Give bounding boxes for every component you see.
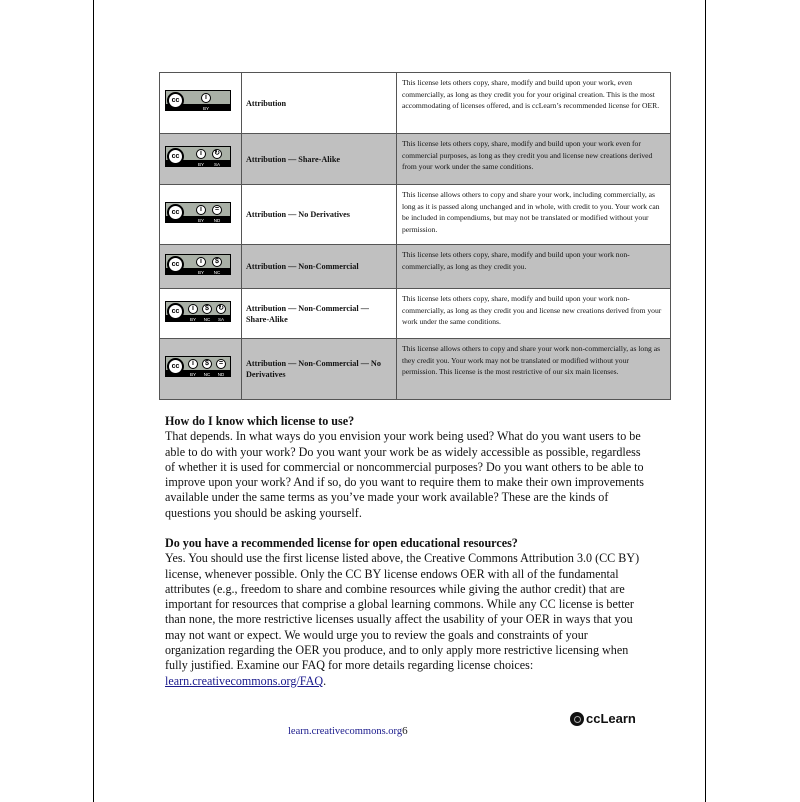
license-icon-cell [160,289,242,339]
nd-icon: = [216,359,226,369]
license-icon-cell [160,245,242,289]
badge-label: BY [202,106,209,111]
badge-label: BY [197,269,204,275]
license-name: Attribution — Non-Commercial [242,245,397,289]
badge-label: ND [217,372,225,377]
section-heading: How do I know which license to use? [165,414,355,428]
cc-license-badge-icon [165,90,231,111]
license-icon-cell [160,73,242,134]
sa-icon: ↻ [212,149,222,159]
license-description: This license lets others copy, share, modify and build upon your work even for commercial purposes, as long as they credit you and license new creations derived from your work under the same conditions. [397,134,671,185]
nc-icon: $ [212,257,222,267]
license-name: Attribution — No Derivatives [242,185,397,245]
badge-label: BY [197,217,204,223]
badge-label: BY [189,372,196,377]
license-description: This license lets others copy, share, modify and build upon your work non-commercially, as long as they credit you. [397,245,671,289]
faq-link[interactable]: learn.creativecommons.org/FAQ [165,673,324,688]
cclearn-logo-icon [570,712,584,726]
cc-license-badge-icon [165,254,231,275]
cc-logo-icon: cc [167,92,184,109]
cc-logo-icon: cc [167,204,184,221]
license-name: Attribution [242,73,397,134]
badge-label: NC [203,316,211,322]
license-name: Attribution — Share-Alike [242,134,397,185]
badge-label: BY [189,316,196,322]
sa-icon: ↻ [216,304,226,314]
badge-label: SA [217,316,224,322]
footer [288,725,408,737]
license-row [160,289,671,339]
license-row [160,245,671,289]
cc-license-badge-icon [165,356,231,377]
page-number: 6 [402,725,408,737]
license-name: Attribution — Non-Commercial — No Derivatives [242,339,397,400]
by-icon: i [196,149,206,159]
license-description: This license lets others copy, share, modify and build upon your work, even commercially, as long as they credit you for your original creation. This is the most accommodating of licenses offered, and is ccLearn’s recommended license for OER. [397,73,671,134]
license-row [160,134,671,185]
by-icon: i [201,93,211,103]
license-row [160,73,671,134]
license-icon-cell [160,134,242,185]
cc-logo-icon: cc [167,303,184,320]
badge-label: SA [213,162,220,167]
by-icon: i [196,205,206,215]
nc-icon: $ [202,359,212,369]
nc-icon: $ [202,304,212,314]
badge-label: NC [213,269,221,275]
license-row [160,339,671,400]
by-icon: i [196,257,206,267]
footer-site-link[interactable]: learn.creativecommons.org [288,726,403,737]
badge-label: BY [197,162,204,167]
nd-icon: = [212,205,222,215]
section-body: Yes. You should use the first license listed above, the Creative Commons Attribution 3.0 (CC BY) license, whenever possible. Only the CC BY license endows OER with all of the fundamental attributes (e.g., freedom to share and combine resources while giving the author credit) that are important for resources that comprise a global learning commons. While any CC license is better than none, the more restrictive licenses usually affect the usability of your OER in ways that you may not want or expect. We would urge you to review the goals and constraints of your organization regarding the OER you produce, and to only apply more restrictive licensing when fully justified. Examine our FAQ for more details regarding license choices: learn.creativecommons.org/FAQ. [165,551,640,688]
license-icon-cell [160,339,242,400]
cc-logo-icon: cc [167,148,184,165]
badge-label: ND [213,217,221,223]
license-description: This license allows others to copy and share your work, including commercially, as long as it is passed along unchanged and in whole, with credit to you. Your work can be included in compendiums, but may not be translated or modified without your permission. [397,185,671,245]
by-icon: i [188,304,198,314]
section-body: That depends. In what ways do you envision your work being used? What do you want users to be able to do with your work? Do you want your work be as widely accessible as possible, regardless of whether it is used for commercial or noncommercial purposes? Do you want others to be able to improve upon your work? And if so, do you want to require them to make their own improvements available under the same terms as you’ve made your work available? These are the kinds of questions you should be asking yourself. [165,429,644,520]
section-recommended-license [165,536,645,689]
cc-license-badge-icon [165,146,231,167]
license-description: This license lets others copy, share, modify and build upon your work non-commercially, as long as they credit you and license new creations derived from your work under the same conditions. [397,289,671,339]
cc-license-badge-icon [165,202,231,223]
cc-logo-icon: cc [167,256,184,273]
section-heading: Do you have a recommended license for open educational resources? [165,536,518,550]
license-description: This license allows others to copy and share your work non-commercially, as long as they credit you. Your work may not be translated or modified without your permission. This license is the most restrictive of our six main licenses. [397,339,671,400]
cc-license-badge-icon [165,301,231,322]
badge-label: NC [203,372,211,377]
cc-logo-icon: cc [167,358,184,375]
section-which-license [165,414,645,521]
by-icon: i [188,359,198,369]
logo-text: ccLearn [586,711,636,726]
cclearn-logo [570,711,636,726]
license-row [160,185,671,245]
license-icon-cell [160,185,242,245]
license-table [159,72,671,400]
license-name: Attribution — Non-Commercial — Share-Alike [242,289,397,339]
